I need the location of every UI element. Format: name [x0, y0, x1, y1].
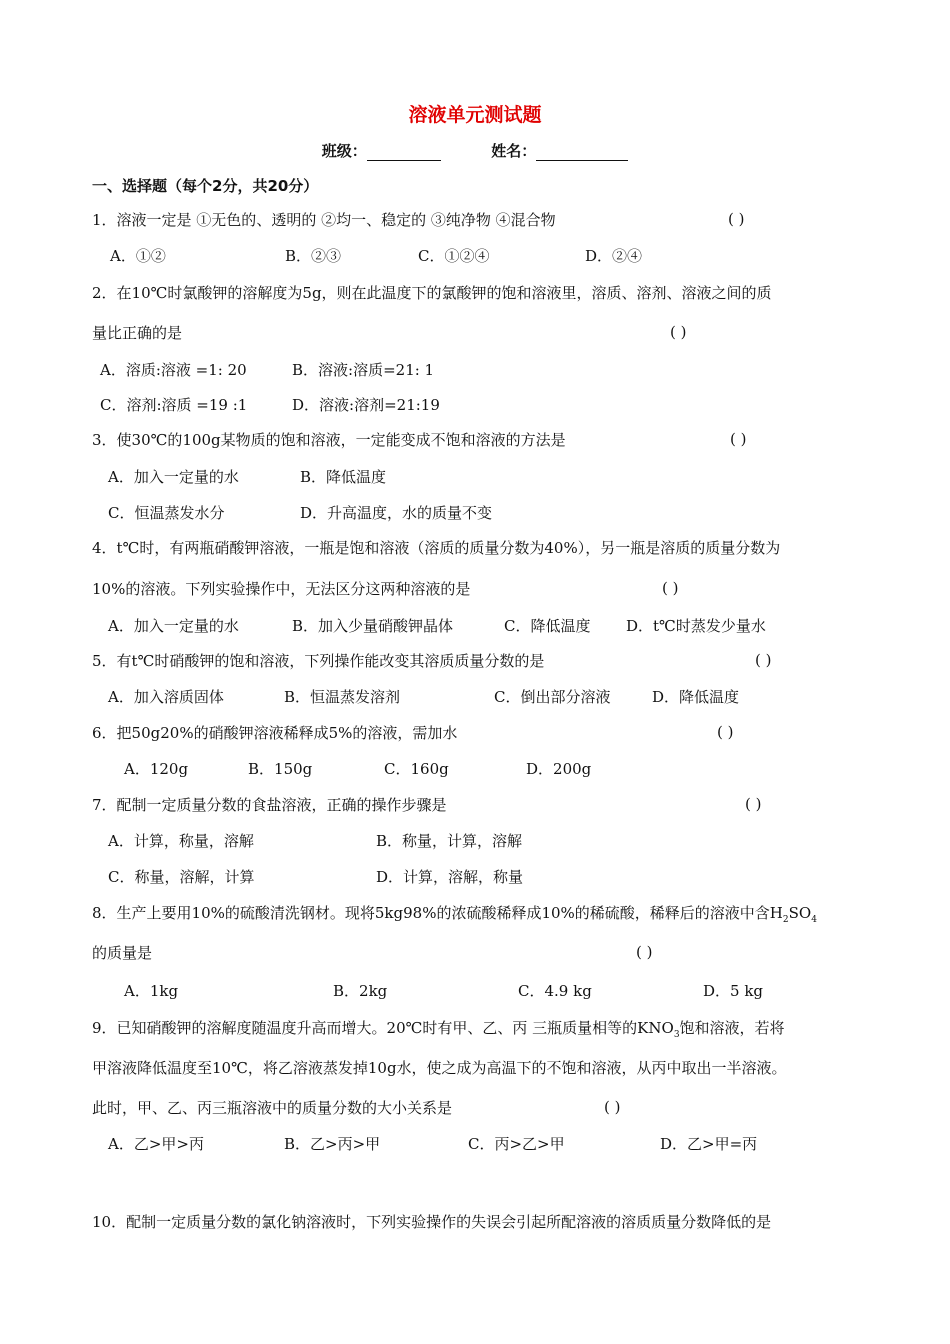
- q5-option-c: C．倒出部分溶液: [494, 688, 611, 706]
- q5-option-b: B．恒温蒸发溶剂: [284, 688, 401, 706]
- q3-option-a: A．加入一定量的水: [108, 468, 239, 486]
- section-heading: 一、选择题（每个2分，共20分）: [92, 177, 319, 195]
- q1-answer-paren: ( ): [728, 210, 745, 228]
- q9-stem-line2: 甲溶液降低温度至10℃，将乙溶液蒸发掉10g水，使之成为高温下的不饱和溶液，从丙中取出一半溶液。: [92, 1059, 787, 1077]
- q9-option-c: C．丙>乙>甲: [468, 1135, 565, 1153]
- q7-option-a: A．计算，称量，溶解: [108, 832, 254, 850]
- q8-option-d: D．5 kg: [703, 982, 764, 1000]
- student-info: [0, 140, 950, 161]
- name-blank: [536, 146, 628, 161]
- q5-option-d: D．降低温度: [652, 688, 740, 706]
- q6-option-c: C．160g: [384, 760, 449, 778]
- q8-option-c: C．4.9 kg: [518, 982, 592, 1000]
- q3-stem: 3．使30℃的100g某物质的饱和溶液，一定能变成不饱和溶液的方法是: [92, 431, 566, 449]
- q5-stem: 5．有t℃时硝酸钾的饱和溶液，下列操作能改变其溶质质量分数的是: [92, 652, 545, 670]
- q8-answer-paren: ( ): [636, 943, 653, 961]
- q4-answer-paren: ( ): [662, 579, 679, 597]
- q1-stem: 1．溶液一定是 ①无色的、透明的 ②均一、稳定的 ③纯净物 ④混合物: [92, 211, 556, 229]
- q4-option-d: D．t℃时蒸发少量水: [626, 617, 766, 635]
- q7-answer-paren: ( ): [745, 795, 762, 813]
- q2-option-a: A．溶质:溶液 =1: 20: [100, 361, 247, 379]
- q1-option-a: A．①②: [110, 247, 166, 265]
- q6-stem: 6．把50g20%的硝酸钾溶液稀释成5%的溶液，需加水: [92, 724, 458, 742]
- q2-option-c: C．溶剂:溶质 =19 :1: [100, 396, 248, 414]
- q10-stem: 10．配制一定质量分数的氯化钠溶液时，下列实验操作的失误会引起所配溶液的溶质质量分数降低的是: [92, 1213, 772, 1231]
- q6-answer-paren: ( ): [717, 723, 734, 741]
- q7-option-b: B．称量，计算，溶解: [376, 832, 523, 850]
- q4-stem-line2: 10%的溶液。下列实验操作中，无法区分这两种溶液的是: [92, 580, 471, 598]
- class-label: 班级：: [321, 142, 367, 160]
- q2-answer-paren: ( ): [670, 323, 687, 341]
- class-blank: [367, 146, 441, 161]
- q3-answer-paren: ( ): [730, 430, 747, 448]
- q9-stem-line1: 9．已知硝酸钾的溶解度随温度升高而增大。20℃时有甲、乙、丙 三瓶质量相等的$KNO_3$饱和溶液，若将: [92, 1019, 785, 1040]
- q3-option-b: B．降低温度: [300, 468, 387, 486]
- q9-option-a: A．乙>甲>丙: [108, 1135, 204, 1153]
- q4-option-b: B．加入少量硝酸钾晶体: [292, 617, 454, 635]
- q1-option-c: C．①②④: [418, 247, 490, 265]
- q2-stem-line2: 量比正确的是: [92, 324, 183, 342]
- q3-option-d: D．升高温度，水的质量不变: [300, 504, 493, 522]
- q8-option-b: B．2kg: [333, 982, 388, 1000]
- q1-option-d: D．②④: [585, 247, 643, 265]
- q8-stem-line2: 的质量是: [92, 944, 153, 962]
- name-label: 姓名：: [491, 142, 537, 160]
- q2-option-b: B．溶液:溶质=21: 1: [292, 361, 435, 379]
- page-title: 溶液单元测试题: [408, 104, 542, 126]
- q2-stem-line1: 2．在10℃时氯酸钾的溶解度为5g，则在此温度下的氯酸钾的饱和溶液里，溶质、溶剂、溶液之间的质: [92, 284, 772, 302]
- q6-option-a: A．120g: [124, 760, 189, 778]
- q9-stem-line3: 此时，甲、乙、丙三瓶溶液中的质量分数的大小关系是: [92, 1099, 453, 1117]
- q9-option-b: B．乙>丙>甲: [284, 1135, 381, 1153]
- q7-option-c: C．称量，溶解，计算: [108, 868, 255, 886]
- q5-answer-paren: ( ): [755, 651, 772, 669]
- q4-option-c: C．降低温度: [504, 617, 591, 635]
- q7-option-d: D．计算，溶解，称量: [376, 868, 524, 886]
- q2-option-d: D．溶液:溶剂=21:19: [292, 396, 440, 414]
- q4-stem-line1: 4．t℃时，有两瓶硝酸钾溶液，一瓶是饱和溶液（溶质的质量分数为40%），另一瓶是溶质的质量分数为: [92, 539, 781, 557]
- q8-option-a: A．1kg: [124, 982, 179, 1000]
- q3-option-c: C．恒温蒸发水分: [108, 504, 225, 522]
- q7-stem: 7．配制一定质量分数的食盐溶液，正确的操作步骤是: [92, 796, 447, 814]
- q6-option-d: D．200g: [526, 760, 592, 778]
- q4-option-a: A．加入一定量的水: [108, 617, 239, 635]
- q1-option-b: B．②③: [285, 247, 342, 265]
- q9-answer-paren: ( ): [604, 1098, 621, 1116]
- q5-option-a: A．加入溶质固体: [108, 688, 224, 706]
- q9-option-d: D．乙>甲=丙: [660, 1135, 758, 1153]
- q6-option-b: B．150g: [248, 760, 313, 778]
- q8-stem-line1: 8．生产上要用10%的硫酸清洗钢材。现将5kg98%的浓硫酸稀释成10%的稀硫酸，稀释后的溶液中含$H_2SO_4$: [92, 904, 817, 925]
